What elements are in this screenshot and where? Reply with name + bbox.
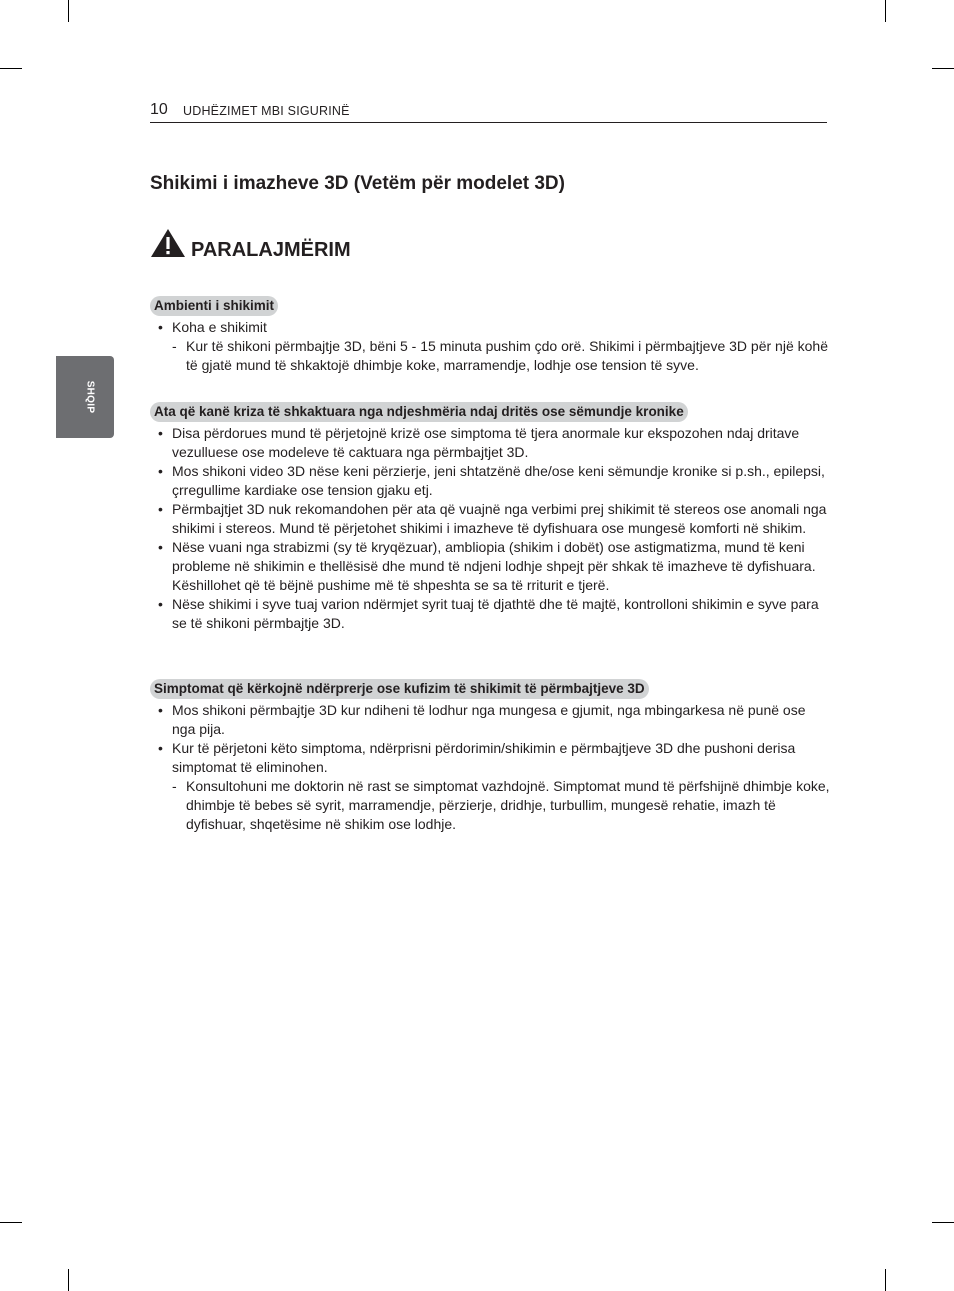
list-item bbox=[158, 701, 830, 739]
list-item-text: Mos shikoni video 3D nëse keni përzierje, jeni shtatzënë dhe/ose keni sëmundje kronike si p.sh., epilepsi, çrregullime kardiake ose tension gjaku etj. bbox=[172, 463, 825, 498]
subsection-heading: Ata që kanë kriza të shkaktuara nga ndjeshmëria ndaj dritës ose sëmundje kronike bbox=[150, 402, 688, 422]
list-item bbox=[158, 739, 830, 777]
list-item-text: Disa përdorues mund të përjetojnë krizë ose simptoma të tjera anormale kur ekspozohen ndaj dritave vezulluese ose modeleve të caktuara nga përmbajtjet 3D. bbox=[172, 425, 800, 460]
language-side-tab bbox=[56, 356, 114, 438]
crop-mark bbox=[68, 0, 69, 22]
crop-mark bbox=[932, 1222, 954, 1223]
bullet-mark: • bbox=[158, 501, 163, 517]
bullet-mark: • bbox=[158, 425, 163, 441]
list-item-text: Kur të shikoni përmbajtje 3D, bëni 5 - 15 minuta pushim çdo orë. Shikimi i përmbajtjeve 3D për një kohë të gjatë mund të shkaktojë dhimbje koke, marramendje, lodhje ose tension të syve. bbox=[186, 338, 828, 373]
subsection-heading: Ambienti i shikimit bbox=[150, 296, 278, 316]
bullet-list bbox=[158, 424, 830, 633]
bullet-list bbox=[158, 701, 830, 834]
crop-mark bbox=[68, 1269, 69, 1291]
bullet-mark: • bbox=[158, 463, 163, 479]
bullet-mark: • bbox=[158, 596, 163, 612]
dash-mark: - bbox=[172, 338, 177, 354]
bullet-mark: • bbox=[158, 539, 163, 555]
list-item-text: Koha e shikimit bbox=[172, 319, 267, 335]
list-item bbox=[158, 318, 830, 337]
running-title: UDHËZIMET MBI SIGURINË bbox=[183, 104, 350, 118]
language-tab-label: SHQIP bbox=[84, 380, 96, 414]
list-item-text: Nëse shikimi i syve tuaj varion ndërmjet syrit tuaj të djathtë dhe të majtë, kontrolloni shikimin e syve para se të shikoni përmbajtje 3D. bbox=[172, 596, 819, 631]
page-header bbox=[150, 101, 827, 123]
crop-mark bbox=[885, 1269, 886, 1291]
list-item-text: Nëse vuani nga strabizmi (sy të kryqëzuar), ambliopia (shikim i dobët) ose astigmatizma, mund të keni probleme në shikimin e thellësisë dhe mund të ndjeni lodhje shpejt për shkak të imazheve të dyfishuara. Këshillohet që të bëjnë pushime më të shpeshta se sa të rriturit e tjerë. bbox=[172, 539, 816, 593]
bullet-list bbox=[158, 318, 830, 375]
page-number: 10 bbox=[150, 101, 168, 118]
sub-list-item bbox=[158, 777, 830, 834]
list-item bbox=[158, 424, 830, 462]
list-item-text: Konsultohuni me doktorin në rast se simptomat vazhdojnë. Simptomat mund të përfshijnë dhimbje koke, dhimbje të bebes së syrit, marramendje, përzierje, dridhje, turbullim, mungesë rehatie, imazh të dyfishuar, shqetësime në shikim ose lodhje. bbox=[186, 778, 830, 832]
list-item bbox=[158, 538, 830, 595]
sub-list-item bbox=[158, 337, 830, 375]
section-title: Shikimi i imazheve 3D (Vetëm për modelet 3D) bbox=[150, 173, 565, 194]
bullet-mark: • bbox=[158, 319, 163, 335]
bullet-mark: • bbox=[158, 740, 163, 756]
list-item bbox=[158, 462, 830, 500]
crop-mark bbox=[885, 0, 886, 22]
warning-label: PARALAJMËRIM bbox=[191, 239, 351, 261]
bullet-mark: • bbox=[158, 702, 163, 718]
crop-mark bbox=[0, 68, 22, 69]
subsection-heading: Simptomat që kërkojnë ndërprerje ose kufizim të shikimit të përmbajtjeve 3D bbox=[150, 679, 649, 699]
dash-mark: - bbox=[172, 778, 177, 794]
warning-triangle-icon bbox=[150, 228, 186, 258]
list-item bbox=[158, 595, 830, 633]
list-item-text: Përmbajtjet 3D nuk rekomandohen për ata që vuajnë nga verbimi prej shikimit të stereos ose anomali nga shikimi i stereos. Mund të përjetohet shikimi i imazheve të dyfishuara ose mungesë komforti në shikim. bbox=[172, 501, 827, 536]
list-item-text: Kur të përjetoni këto simptoma, ndërprisni përdorimin/shikimin e përmbajtjeve 3D dhe pushoni derisa simptomat të eliminohen. bbox=[172, 740, 796, 775]
crop-mark bbox=[932, 68, 954, 69]
list-item-text: Mos shikoni përmbajtje 3D kur ndiheni të lodhur nga mungesa e gjumit, nga mbingarkesa në punë ose nga pija. bbox=[172, 702, 806, 737]
list-item bbox=[158, 500, 830, 538]
crop-mark bbox=[0, 1222, 22, 1223]
